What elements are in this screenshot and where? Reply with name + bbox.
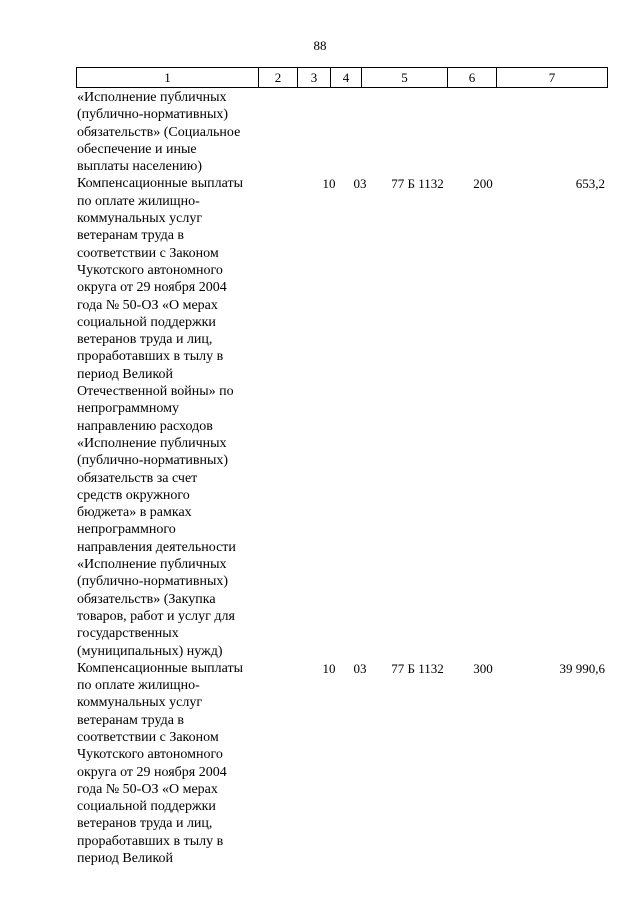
column-header-1: 1	[77, 68, 259, 88]
section-code: 10	[322, 660, 336, 676]
column-header-3: 3	[298, 68, 331, 88]
column-header-2: 2	[259, 68, 298, 88]
target-article-code: 77 Б 1132	[391, 176, 444, 192]
column-header-table	[76, 67, 608, 88]
row-description: Компенсационные выплаты по оплате жилищно- коммунальных услуг ветеранам труда в соответствии с Законом Чукотского автономного округа от 29 ноября 2004 года № 50-ОЗ «О мерах социальной поддержки ветеранов труда и лиц, проработавших в тылу в период Великой	[77, 660, 243, 867]
amount-value: 39 990,6	[559, 660, 605, 676]
column-header-row	[77, 68, 608, 88]
amount-value: 653,2	[575, 176, 605, 192]
column-header-6: 6	[448, 68, 497, 88]
table-body	[76, 89, 607, 867]
column-header-7: 7	[497, 68, 608, 88]
table-row	[76, 89, 607, 175]
row-description: Компенсационные выплаты по оплате жилищно- коммунальных услуг ветеранам труда в соответствии с Законом Чукотского автономного округа от 29 ноября 2004 года № 50-ОЗ «О мерах социальной поддержки ветеранов труда и лиц, проработавших в тылу в период Великой Отечественной войны» по непрограммному направлению расходов «Исполнение публичных (публично-нормативных) обязательств за счет средств окружного бюджета» в рамках непрограммного направления деятельности «Исполнение публичных (публично-нормативных) обязательств» (Закупка товаров, работ и услуг для государственных (муниципальных) нужд)	[77, 176, 243, 659]
expense-type-code: 300	[473, 660, 493, 676]
table-row	[76, 175, 607, 659]
subsection-code: 03	[353, 176, 367, 192]
column-header-5: 5	[362, 68, 448, 88]
page-number: 88	[313, 38, 327, 53]
section-code: 10	[322, 176, 336, 192]
column-header-4: 4	[331, 68, 362, 88]
expense-type-code: 200	[473, 176, 493, 192]
row-description: «Исполнение публичных (публично-нормативных) обязательств» (Социальное обеспечение и иные выплаты населению)	[77, 90, 241, 175]
target-article-code: 77 Б 1132	[391, 660, 444, 676]
table-row	[76, 660, 607, 868]
subsection-code: 03	[353, 660, 367, 676]
